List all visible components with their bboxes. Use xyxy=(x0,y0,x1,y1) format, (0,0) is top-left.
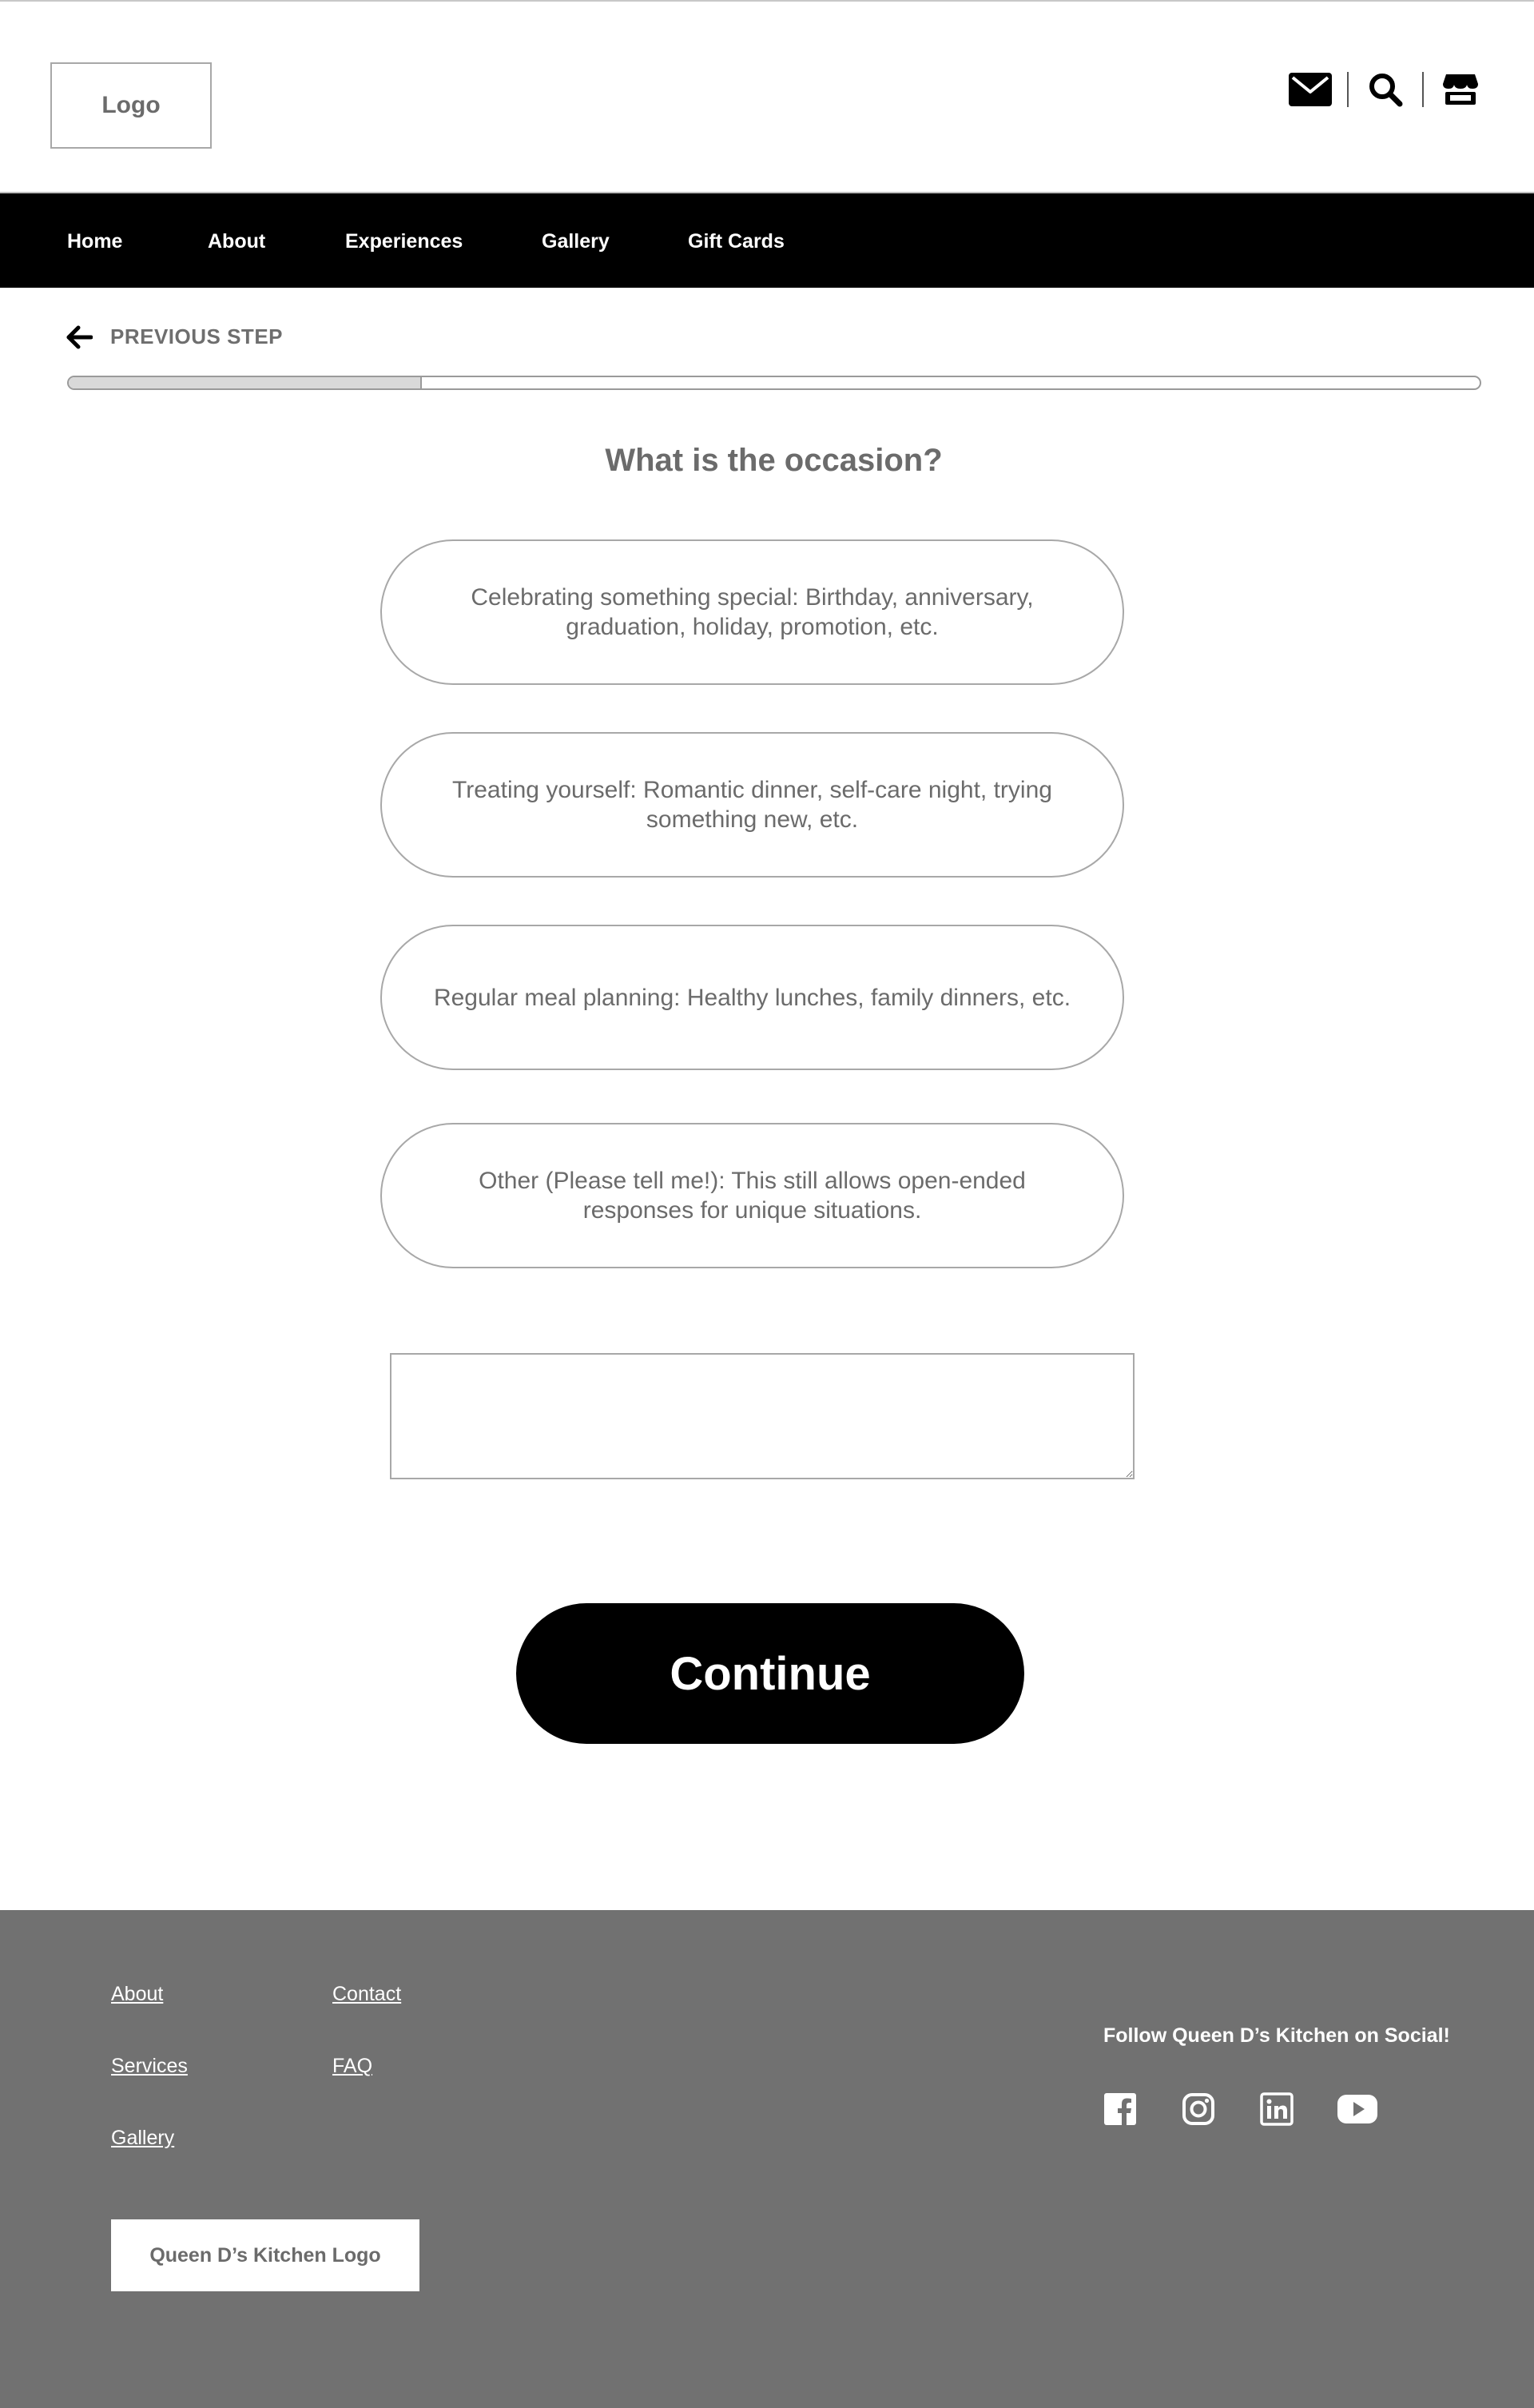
progress-bar-fill xyxy=(69,377,422,388)
other-occasion-input[interactable] xyxy=(390,1353,1135,1479)
header-icon-separator xyxy=(1347,72,1349,107)
footer-link-services[interactable]: Services xyxy=(111,2055,188,2077)
nav-item-experiences[interactable]: Experiences xyxy=(345,230,463,253)
social-icon-group xyxy=(1101,2090,1379,2128)
footer-link-about[interactable]: About xyxy=(111,1983,164,2005)
facebook-icon[interactable] xyxy=(1101,2090,1139,2128)
nav-item-about[interactable]: About xyxy=(208,230,266,253)
occasion-option-celebrating[interactable]: Celebrating something special: Birthday, anniversary, graduation, holiday, promotion, etc. xyxy=(380,539,1124,685)
progress-bar xyxy=(67,376,1481,390)
footer-logo[interactable]: Queen D’s Kitchen Logo xyxy=(111,2219,419,2291)
arrow-left-icon xyxy=(66,325,93,349)
youtube-icon[interactable] xyxy=(1336,2090,1379,2128)
site-header xyxy=(0,2,1534,192)
search-icon[interactable] xyxy=(1363,67,1408,112)
header-icon-separator xyxy=(1422,72,1424,107)
nav-item-home[interactable]: Home xyxy=(67,230,123,253)
instagram-icon[interactable] xyxy=(1179,2090,1218,2128)
footer-link-gallery[interactable]: Gallery xyxy=(111,2127,175,2149)
store-icon[interactable] xyxy=(1438,67,1483,112)
occasion-option-other[interactable]: Other (Please tell me!): This still allows open-ended responses for unique situations. xyxy=(380,1123,1124,1268)
header-icon-group xyxy=(1288,67,1483,112)
social-title: Follow Queen D’s Kitchen on Social! xyxy=(1103,2024,1450,2047)
previous-step-label: PREVIOUS STEP xyxy=(110,324,283,348)
nav-item-gift-cards[interactable]: Gift Cards xyxy=(688,230,785,253)
nav-item-gallery[interactable]: Gallery xyxy=(542,230,610,253)
occasion-option-treating-yourself[interactable]: Treating yourself: Romantic dinner, self-care night, trying something new, etc. xyxy=(380,732,1124,878)
site-logo[interactable]: Logo xyxy=(50,62,212,149)
continue-button[interactable]: Continue xyxy=(516,1603,1024,1744)
question-title: What is the occasion? xyxy=(605,443,943,478)
footer-link-faq[interactable]: FAQ xyxy=(332,2055,373,2077)
footer-link-contact[interactable]: Contact xyxy=(332,1983,402,2005)
linkedin-icon[interactable] xyxy=(1258,2090,1296,2128)
mail-icon[interactable] xyxy=(1288,67,1333,112)
occasion-option-meal-planning[interactable]: Regular meal planning: Healthy lunches, family dinners, etc. xyxy=(380,925,1124,1070)
main-nav xyxy=(0,193,1534,288)
site-footer xyxy=(0,1910,1534,2408)
previous-step-link[interactable] xyxy=(66,324,283,349)
